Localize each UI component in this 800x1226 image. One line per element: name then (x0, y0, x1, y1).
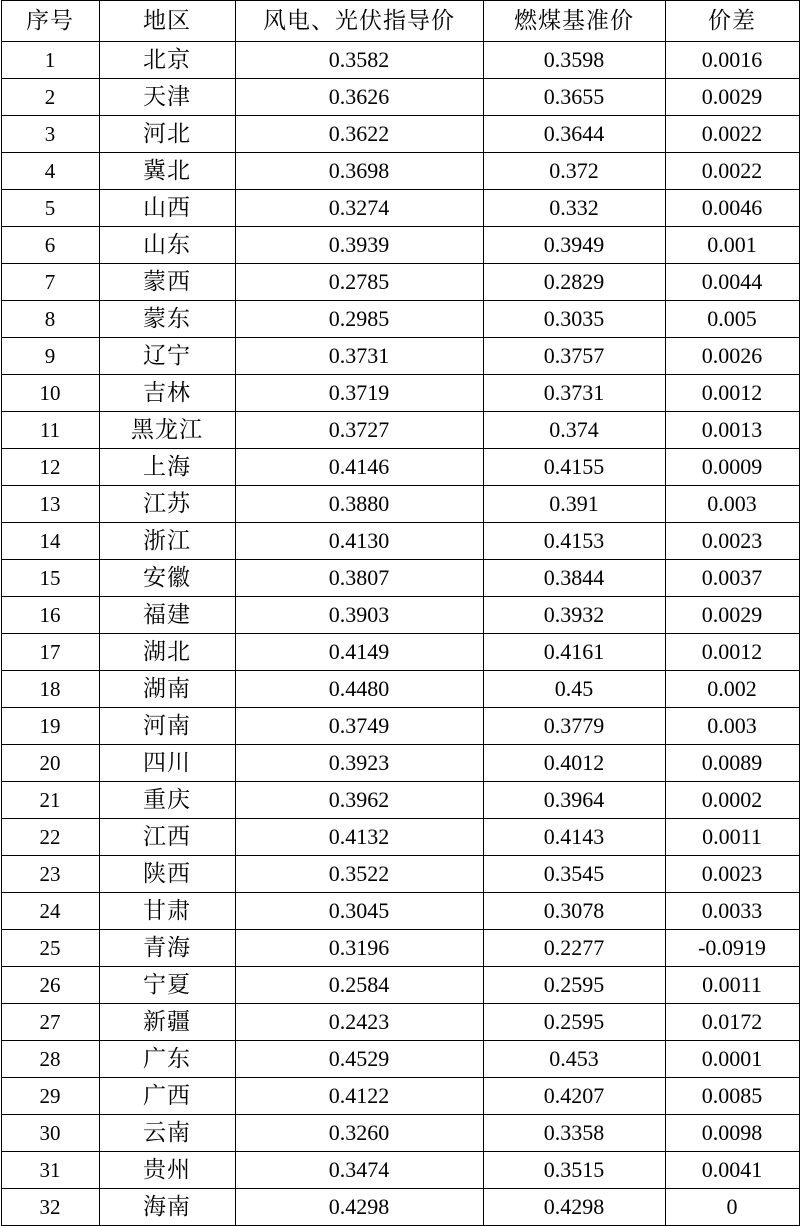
cell-index: 25 (1, 930, 99, 967)
cell-coal-benchmark-price: 0.2595 (483, 1004, 665, 1041)
table-row (1, 671, 799, 708)
table-row (1, 116, 799, 153)
cell-guide-price: 0.3626 (235, 79, 483, 116)
cell-region: 上海 (99, 449, 235, 486)
cell-guide-price: 0.3731 (235, 338, 483, 375)
cell-region: 四川 (99, 745, 235, 782)
column-header-price-difference: 价差 (665, 1, 799, 42)
cell-index: 15 (1, 560, 99, 597)
table-body (1, 42, 799, 1226)
cell-guide-price: 0.4122 (235, 1078, 483, 1115)
cell-region: 天津 (99, 79, 235, 116)
cell-coal-benchmark-price: 0.3932 (483, 597, 665, 634)
cell-price-difference: 0.0011 (665, 819, 799, 856)
cell-index: 32 (1, 1189, 99, 1226)
cell-coal-benchmark-price: 0.3779 (483, 708, 665, 745)
table-row (1, 782, 799, 819)
table-row (1, 597, 799, 634)
cell-index: 14 (1, 523, 99, 560)
table-row (1, 1041, 799, 1078)
price-comparison-table (1, 0, 800, 1226)
cell-index: 2 (1, 79, 99, 116)
cell-guide-price: 0.3962 (235, 782, 483, 819)
cell-region: 蒙西 (99, 264, 235, 301)
table-row (1, 967, 799, 1004)
cell-guide-price: 0.4146 (235, 449, 483, 486)
cell-price-difference: 0.0023 (665, 856, 799, 893)
cell-coal-benchmark-price: 0.3964 (483, 782, 665, 819)
cell-index: 6 (1, 227, 99, 264)
cell-region: 河北 (99, 116, 235, 153)
cell-region: 冀北 (99, 153, 235, 190)
column-header-index: 序号 (1, 1, 99, 42)
cell-coal-benchmark-price: 0.4207 (483, 1078, 665, 1115)
cell-region: 陕西 (99, 856, 235, 893)
cell-coal-benchmark-price: 0.2595 (483, 967, 665, 1004)
cell-price-difference: 0.003 (665, 486, 799, 523)
table-row (1, 1078, 799, 1115)
cell-index: 26 (1, 967, 99, 1004)
cell-region: 重庆 (99, 782, 235, 819)
cell-index: 29 (1, 1078, 99, 1115)
cell-price-difference: 0.0029 (665, 597, 799, 634)
cell-coal-benchmark-price: 0.3515 (483, 1152, 665, 1189)
cell-region: 安徽 (99, 560, 235, 597)
cell-index: 21 (1, 782, 99, 819)
cell-guide-price: 0.3196 (235, 930, 483, 967)
cell-region: 新疆 (99, 1004, 235, 1041)
cell-coal-benchmark-price: 0.453 (483, 1041, 665, 1078)
cell-region: 北京 (99, 42, 235, 79)
cell-coal-benchmark-price: 0.3598 (483, 42, 665, 79)
cell-region: 甘肃 (99, 893, 235, 930)
cell-guide-price: 0.2785 (235, 264, 483, 301)
cell-index: 20 (1, 745, 99, 782)
cell-coal-benchmark-price: 0.3731 (483, 375, 665, 412)
table-row (1, 819, 799, 856)
cell-coal-benchmark-price: 0.4155 (483, 449, 665, 486)
cell-guide-price: 0.4130 (235, 523, 483, 560)
cell-index: 13 (1, 486, 99, 523)
cell-guide-price: 0.4529 (235, 1041, 483, 1078)
cell-index: 28 (1, 1041, 99, 1078)
table-row (1, 190, 799, 227)
cell-price-difference: 0.0022 (665, 153, 799, 190)
table-row (1, 412, 799, 449)
cell-region: 福建 (99, 597, 235, 634)
cell-coal-benchmark-price: 0.374 (483, 412, 665, 449)
cell-index: 9 (1, 338, 99, 375)
cell-coal-benchmark-price: 0.3644 (483, 116, 665, 153)
cell-guide-price: 0.3522 (235, 856, 483, 893)
cell-guide-price: 0.3698 (235, 153, 483, 190)
cell-guide-price: 0.3807 (235, 560, 483, 597)
cell-region: 河南 (99, 708, 235, 745)
cell-guide-price: 0.2584 (235, 967, 483, 1004)
table-row (1, 1115, 799, 1152)
cell-guide-price: 0.3719 (235, 375, 483, 412)
cell-region: 云南 (99, 1115, 235, 1152)
cell-price-difference: 0.0172 (665, 1004, 799, 1041)
table-row (1, 930, 799, 967)
cell-index: 24 (1, 893, 99, 930)
cell-guide-price: 0.2985 (235, 301, 483, 338)
cell-guide-price: 0.3727 (235, 412, 483, 449)
cell-guide-price: 0.2423 (235, 1004, 483, 1041)
cell-index: 12 (1, 449, 99, 486)
table-row (1, 449, 799, 486)
table-row (1, 708, 799, 745)
cell-region: 广东 (99, 1041, 235, 1078)
column-header-region: 地区 (99, 1, 235, 42)
table-row (1, 1189, 799, 1226)
cell-region: 广西 (99, 1078, 235, 1115)
cell-region: 江西 (99, 819, 235, 856)
table-row (1, 227, 799, 264)
cell-guide-price: 0.3474 (235, 1152, 483, 1189)
cell-price-difference: 0.0085 (665, 1078, 799, 1115)
cell-index: 8 (1, 301, 99, 338)
cell-price-difference: 0.0041 (665, 1152, 799, 1189)
table-header (1, 1, 799, 42)
table-row (1, 745, 799, 782)
cell-coal-benchmark-price: 0.332 (483, 190, 665, 227)
cell-guide-price: 0.3903 (235, 597, 483, 634)
cell-index: 19 (1, 708, 99, 745)
cell-coal-benchmark-price: 0.372 (483, 153, 665, 190)
cell-region: 贵州 (99, 1152, 235, 1189)
table-row (1, 523, 799, 560)
cell-coal-benchmark-price: 0.4012 (483, 745, 665, 782)
cell-guide-price: 0.3274 (235, 190, 483, 227)
cell-coal-benchmark-price: 0.3757 (483, 338, 665, 375)
cell-coal-benchmark-price: 0.4298 (483, 1189, 665, 1226)
cell-price-difference: 0.001 (665, 227, 799, 264)
cell-price-difference: 0.0023 (665, 523, 799, 560)
cell-index: 4 (1, 153, 99, 190)
cell-price-difference: 0.0012 (665, 375, 799, 412)
table-row (1, 301, 799, 338)
cell-price-difference: 0.0012 (665, 634, 799, 671)
cell-region: 海南 (99, 1189, 235, 1226)
cell-price-difference: 0.003 (665, 708, 799, 745)
cell-guide-price: 0.4480 (235, 671, 483, 708)
cell-region: 蒙东 (99, 301, 235, 338)
table-row (1, 560, 799, 597)
cell-index: 10 (1, 375, 99, 412)
cell-region: 青海 (99, 930, 235, 967)
cell-price-difference: 0.0013 (665, 412, 799, 449)
cell-guide-price: 0.3622 (235, 116, 483, 153)
table-row (1, 264, 799, 301)
cell-price-difference: 0.005 (665, 301, 799, 338)
cell-price-difference: 0 (665, 1189, 799, 1226)
table-row (1, 375, 799, 412)
cell-price-difference: 0.0016 (665, 42, 799, 79)
cell-index: 22 (1, 819, 99, 856)
table-row (1, 153, 799, 190)
cell-price-difference: 0.0009 (665, 449, 799, 486)
cell-guide-price: 0.3939 (235, 227, 483, 264)
cell-index: 7 (1, 264, 99, 301)
cell-region: 湖北 (99, 634, 235, 671)
cell-guide-price: 0.3749 (235, 708, 483, 745)
cell-guide-price: 0.3260 (235, 1115, 483, 1152)
cell-index: 11 (1, 412, 99, 449)
cell-index: 30 (1, 1115, 99, 1152)
cell-index: 27 (1, 1004, 99, 1041)
table-row (1, 79, 799, 116)
cell-coal-benchmark-price: 0.3035 (483, 301, 665, 338)
cell-region: 辽宁 (99, 338, 235, 375)
cell-coal-benchmark-price: 0.3358 (483, 1115, 665, 1152)
cell-guide-price: 0.3582 (235, 42, 483, 79)
table-row (1, 42, 799, 79)
cell-guide-price: 0.3880 (235, 486, 483, 523)
cell-coal-benchmark-price: 0.3078 (483, 893, 665, 930)
table-row (1, 1004, 799, 1041)
cell-coal-benchmark-price: 0.4161 (483, 634, 665, 671)
cell-price-difference: 0.0002 (665, 782, 799, 819)
cell-guide-price: 0.3045 (235, 893, 483, 930)
cell-price-difference: 0.0029 (665, 79, 799, 116)
cell-coal-benchmark-price: 0.391 (483, 486, 665, 523)
cell-region: 山东 (99, 227, 235, 264)
cell-region: 黑龙江 (99, 412, 235, 449)
cell-region: 山西 (99, 190, 235, 227)
cell-index: 18 (1, 671, 99, 708)
cell-region: 吉林 (99, 375, 235, 412)
cell-price-difference: 0.0098 (665, 1115, 799, 1152)
cell-coal-benchmark-price: 0.2829 (483, 264, 665, 301)
cell-index: 3 (1, 116, 99, 153)
table-row (1, 893, 799, 930)
cell-guide-price: 0.4149 (235, 634, 483, 671)
table-row (1, 1152, 799, 1189)
cell-region: 宁夏 (99, 967, 235, 1004)
cell-coal-benchmark-price: 0.3844 (483, 560, 665, 597)
cell-index: 16 (1, 597, 99, 634)
cell-price-difference: 0.0089 (665, 745, 799, 782)
cell-price-difference: 0.0011 (665, 967, 799, 1004)
cell-guide-price: 0.4132 (235, 819, 483, 856)
cell-coal-benchmark-price: 0.3949 (483, 227, 665, 264)
cell-price-difference: 0.0033 (665, 893, 799, 930)
table-row (1, 634, 799, 671)
column-header-guide-price: 风电、光伏指导价 (235, 1, 483, 42)
table-row (1, 486, 799, 523)
cell-coal-benchmark-price: 0.45 (483, 671, 665, 708)
cell-price-difference: -0.0919 (665, 930, 799, 967)
cell-index: 1 (1, 42, 99, 79)
cell-index: 5 (1, 190, 99, 227)
cell-region: 江苏 (99, 486, 235, 523)
cell-region: 湖南 (99, 671, 235, 708)
cell-price-difference: 0.0001 (665, 1041, 799, 1078)
cell-index: 23 (1, 856, 99, 893)
cell-price-difference: 0.0044 (665, 264, 799, 301)
cell-guide-price: 0.3923 (235, 745, 483, 782)
cell-price-difference: 0.0026 (665, 338, 799, 375)
cell-coal-benchmark-price: 0.3545 (483, 856, 665, 893)
cell-coal-benchmark-price: 0.4143 (483, 819, 665, 856)
cell-price-difference: 0.0022 (665, 116, 799, 153)
cell-coal-benchmark-price: 0.3655 (483, 79, 665, 116)
cell-index: 17 (1, 634, 99, 671)
cell-guide-price: 0.4298 (235, 1189, 483, 1226)
cell-price-difference: 0.002 (665, 671, 799, 708)
cell-index: 31 (1, 1152, 99, 1189)
cell-coal-benchmark-price: 0.4153 (483, 523, 665, 560)
cell-price-difference: 0.0037 (665, 560, 799, 597)
column-header-coal-benchmark-price: 燃煤基准价 (483, 1, 665, 42)
cell-price-difference: 0.0046 (665, 190, 799, 227)
table-row (1, 856, 799, 893)
cell-coal-benchmark-price: 0.2277 (483, 930, 665, 967)
table-header-row (1, 1, 799, 42)
table-row (1, 338, 799, 375)
cell-region: 浙江 (99, 523, 235, 560)
